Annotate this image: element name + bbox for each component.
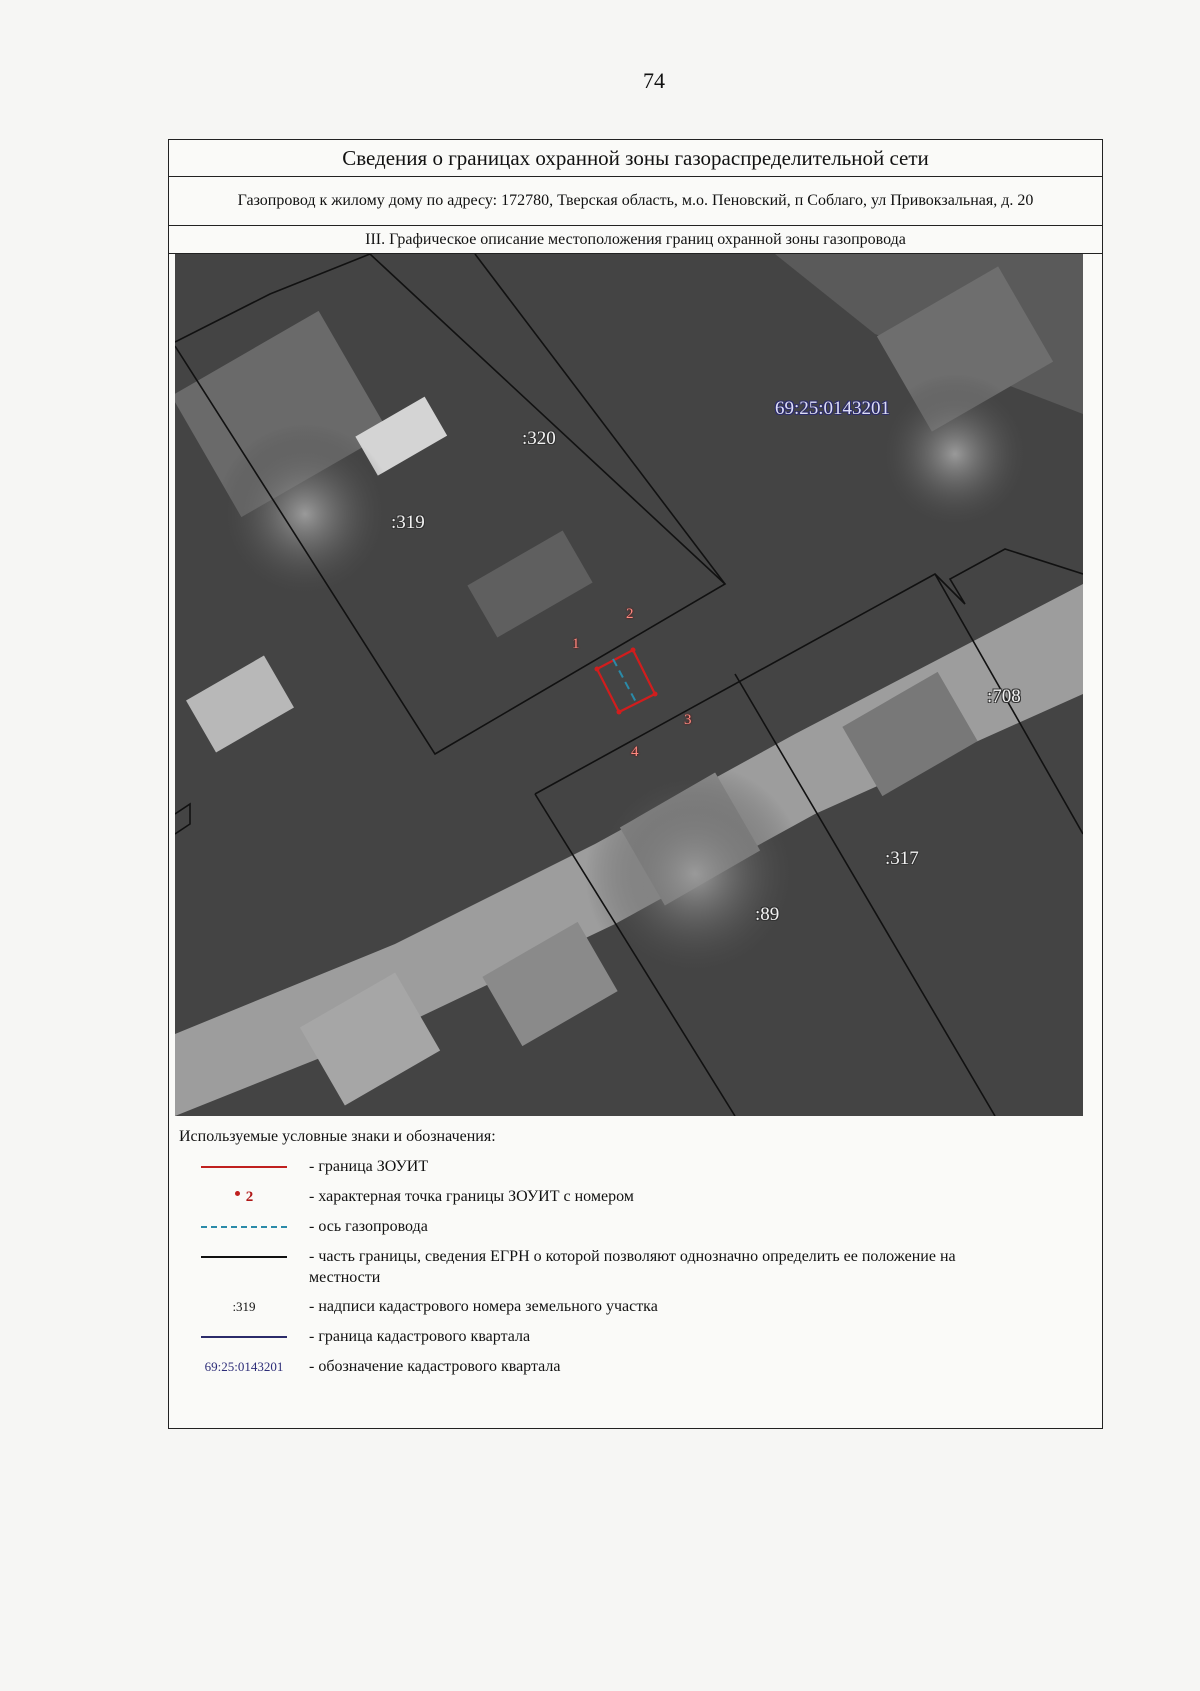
point-label-1: 1 bbox=[572, 636, 580, 652]
object-address: Газопровод к жилому дому по адресу: 172780, Тверская область, м.о. Пеновский, п Соблаго, ул Привокзальная, д. 20 bbox=[169, 177, 1102, 226]
legend-item-quarter-border: - граница кадастрового квартала bbox=[179, 1326, 1102, 1348]
parcel-label-708: :708 bbox=[987, 686, 1021, 707]
parcel-label-319: :319 bbox=[391, 512, 425, 533]
document-title: Сведения о границах охранной зоны газораспределительной сети bbox=[169, 140, 1102, 177]
red-line-icon bbox=[201, 1166, 287, 1168]
parcel-label-89: :89 bbox=[755, 904, 780, 925]
legend-item-quarter-label: 69:25:0143201 - обозначение кадастрового квартала bbox=[204, 1358, 561, 1375]
navy-line-icon bbox=[201, 1336, 287, 1338]
zouit-point-4 bbox=[617, 710, 622, 715]
point-label-2: 2 bbox=[626, 606, 634, 622]
point-label-4: 4 bbox=[631, 744, 639, 760]
section-heading: III. Графическое описание местоположения границ охранной зоны газопровода bbox=[169, 226, 1102, 254]
map-drawing bbox=[175, 254, 1083, 1116]
legend-title: Используемые условные знаки и обозначения: bbox=[179, 1128, 496, 1145]
legend-item-zouit-point: 2 - характерная точка границы ЗОУИТ с номером bbox=[179, 1186, 1102, 1208]
document-frame bbox=[168, 139, 1103, 1429]
legend-item-gas-axis: - ось газопровода bbox=[179, 1216, 1102, 1238]
black-line-icon bbox=[201, 1256, 287, 1258]
parcel-label-320: :320 bbox=[522, 428, 556, 449]
map-legend bbox=[169, 1116, 1102, 1378]
point-label-3: 3 bbox=[684, 712, 692, 728]
page-number: 74 bbox=[643, 68, 665, 93]
dash-line-icon bbox=[201, 1226, 287, 1228]
parcel-label-317: :317 bbox=[885, 848, 919, 869]
zouit-point-3 bbox=[653, 692, 658, 697]
legend-item-parcel-label: :319 - надписи кадастрового номера земельного участка bbox=[232, 1298, 658, 1315]
legend-item-egrn-border: - часть границы, сведения ЕГРН о которой позволяют однозначно определить ее положение на местности bbox=[179, 1246, 1102, 1288]
quarter-label: 69:25:0143201 bbox=[775, 398, 891, 419]
parcel-label-sample: :319 bbox=[232, 1299, 256, 1314]
quarter-label-sample: 69:25:0143201 bbox=[204, 1359, 284, 1374]
point-icon: 2 bbox=[235, 1189, 254, 1206]
aerial-map bbox=[175, 254, 1083, 1116]
zouit-point-1 bbox=[595, 667, 600, 672]
zouit-point-2 bbox=[631, 648, 636, 653]
legend-item-zouit-border: - граница ЗОУИТ bbox=[179, 1156, 1102, 1178]
